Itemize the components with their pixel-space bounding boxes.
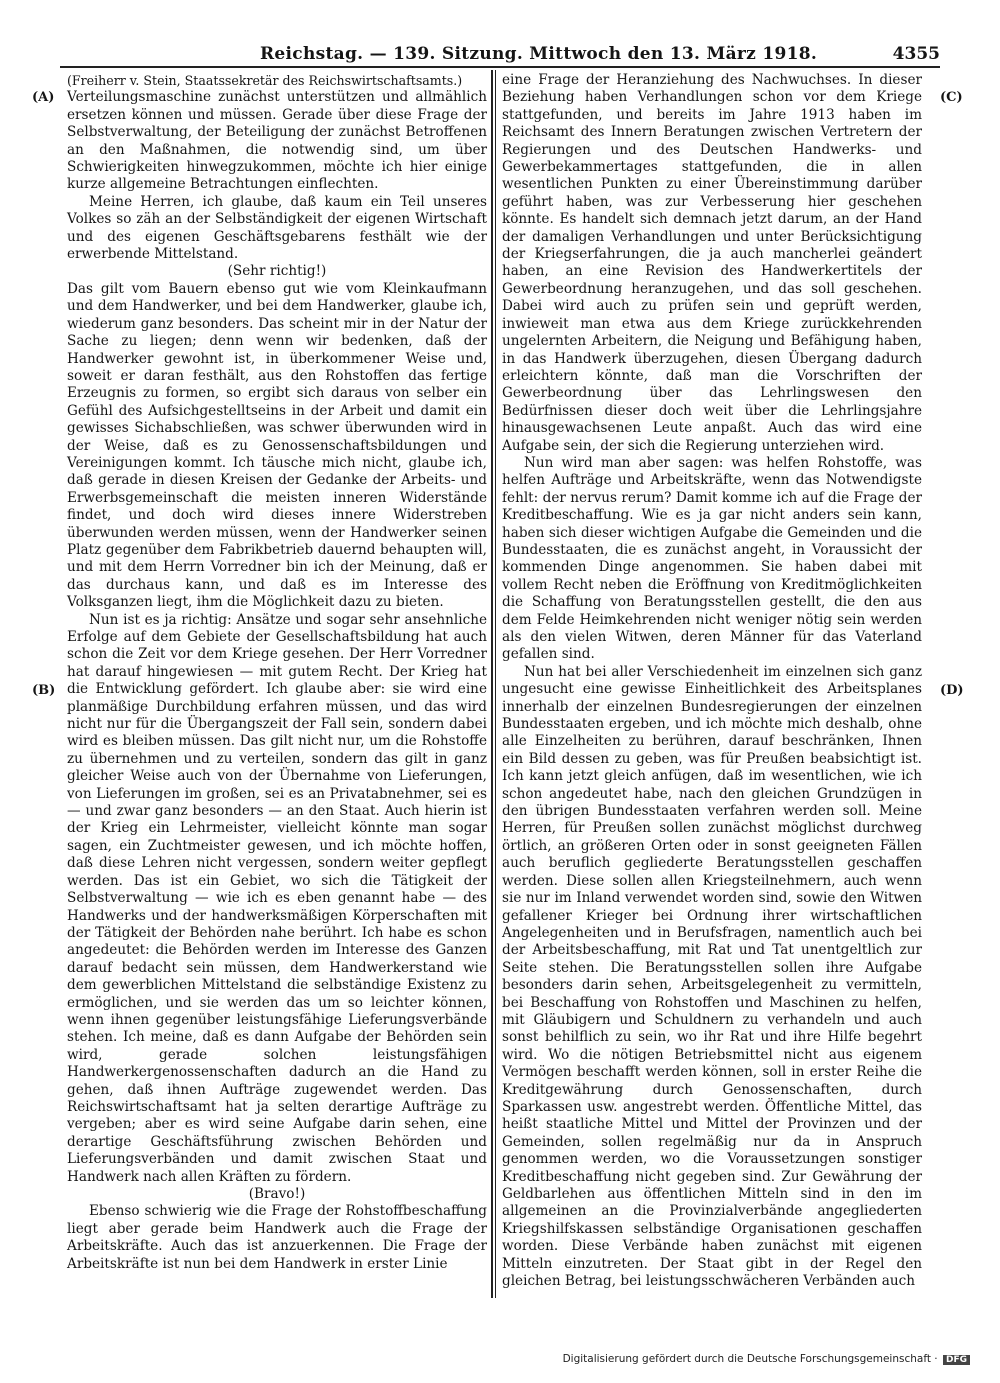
- interjection: (Sehr richtig!): [227, 263, 327, 280]
- paragraph: Nun hat bei aller Verschiedenheit im einzelnen sich ganz ungesucht eine gewisse Einheitlichkeit des Arbeitsplanes innerhalb der einzelnen Bundesregierungen der einzelnen Bundesstaaten ergeben, und ich möchte mich deshalb, ohne alle Einzelheiten zu berühren, darauf beschränken, Ihnen ein Bild dessen zu geben, was für Preußen beabsichtigt ist. Ich kann jetzt gleich anfügen, daß im wesentlichen, wie ich schon angedeutet habe, nach den gleichen Grundzügen in den übrigen Bundesstaaten verfahren werden soll. Meine Herren, für Preußen sollen zunächst möglichst durchweg örtlich, an größeren Orten oder in sonst geeigneten Fällen auch beruflich gegliederte Beratungsstellen geschaffen werden. Diese sollen allen Kriegsteilnehmern, auch wenn sie nur im Inland verwendet worden sind, sowie den Witwen gefallener Krieger bei Ordnung ihrer wirtschaftlichen Angelegenheiten und in Berufsfragen, namentlich auch bei der Arbeitsbeschaffung, mit Rat und Tat unentgeltlich zur Seite stehen. Die Beratungsstellen sollen ihre Aufgabe besonders darin sehen, Arbeitsgelegenheit zu vermitteln, bei Beschaffung von Rohstoffen und Maschinen zu helfen, mit Gläubigern und Schuldnern zu verhandeln und auch sonst behilflich zu sein, wo ihr Rat und ihre Hilfe begehrt wird. Wo die nötigen Betriebsmittel nicht aus eigenem Vermögen beschafft werden können, soll in erster Reihe die Kreditgewährung durch Genossenschaften, durch Sparkassen usw. angestrebt werden. Öffentliche Mittel, das heißt staatliche Mittel und Mittel der Provinzen und der Gemeinden, sollen regelmäßig nur da in Anspruch genommen werden, wo die Voraussetzungen sonstiger Kreditbeschaffung nicht gegeben sind. Zur Gewährung der Geldbarlehen aus öffentlichen Mitteln sind in den im allgemeinen an die Provinzialverbände angegliederten Kriegshilfskassen selbständige Organisationen geschaffen worden. Diese Verbände haben zunächst mit eigenen Mitteln einzutreten. Der Staat gibt in der Regel den gleichen Betrag, bei leistungsschwächeren Verbänden auch: [502, 663, 922, 1290]
- paragraph: Ebenso schwierig wie die Frage der Rohstoffbeschaffung liegt aber gerade beim Handwerk auch die Frage der Arbeitskräfte. Auch das ist anzuerkennen. Die Frage der Arbeitskräfte ist nun bei dem Handwerk in erster Linie: [67, 1203, 487, 1272]
- paragraph: Meine Herren, ich glaube, daß kaum ein Teil unseres Volkes so zäh an der Selbständigkeit der eigenen Wirtschaft und des eigenen Geschäftsgebarens festhält wie der erwerbende Mittelstand.: [67, 193, 487, 263]
- margin-marker-d: (D): [940, 683, 964, 698]
- column-rule-inner: [495, 70, 496, 1298]
- page-number: 4355: [892, 44, 940, 64]
- paragraph: eine Frage der Heranziehung des Nachwuchses. In dieser Beziehung haben Verhandlungen schon vor dem Kriege stattgefunden, und bereits im Jahre 1913 haben im Reichsamt des Innern Beratungen zwischen Vertretern der Regierungen und des Deutschen Handwerks- und Gewerbekammertages stattgefunden, die in allen wesentlichen Punkten zu einer Übereinstimmung darüber geführt haben, was zur Verbesserung hier geschehen könnte. Es handelt sich demnach jetzt darum, an der Hand der damaligen Verhandlungen und unter Berücksichtigung der Kriegserfahrungen, die ja auch mancherlei geändert haben, an eine Revision des Handwerkertitels der Gewerbeordnung heranzugehen, und das soll geschehen. Dabei wird auch zu prüfen sein und geprüft werden, inwieweit man etwa aus dem Kriege zurückkehrenden ungelernten Arbeitern, die Neigung und Befähigung haben, in das Handwerk überzugehen, diesen Übergang dadurch erleichtern könnte, daß man die Vorschriften der Gewerbeordnung über das Lehrlingswesen den Bedürfnissen dieser doch weit über die Lehrlingsjahre hinausgewachsenen Leute anpaßt. Auch das wird eine Aufgabe sein, der sich die Regierung unterziehen wird.: [502, 72, 922, 454]
- margin-marker-b: (B): [32, 683, 56, 698]
- paragraph: Verteilungsmaschine zunächst unterstützen und allmählich ersetzen können und müssen. Gerade über diese Frage der Selbstverwaltung, der Beteiligung der zunächst Betroffenen an den Maßnahmen, die notwendig sind, um über Schwierigkeiten hinwegzukommen, möchte ich hier einige kurze allgemeine Betrachtungen einflechten.: [67, 89, 487, 193]
- margin-marker-a: (A): [32, 90, 55, 105]
- paragraph: Das gilt vom Bauern ebenso gut wie vom Kleinkaufmann und dem Handwerker, und bei dem Handwerker, glaube ich, wiederum ganz besonders. Das scheint mir in der Natur der Sache zu liegen; denn wenn wir bedenken, daß der Handwerker gewohnt ist, in überkommener Weise und, soweit er daran festhält, aus den Rohstoffen das fertige Erzeugnis zu formen, so ergibt sich daraus von selber ein Gefühl des Aufsichgestelltseins in der Arbeit und damit ein gewisses Sichabschließen, was schwer überwunden wird in der Weise, daß es zu Genossenschaftsbildungen und Vereinigungen kommt. Ich täusche mich nicht, glaube ich, daß gerade in diesen Kreisen der Gedanke der Arbeits- und Erwerbsgemeinschaft die meisten inneren Widerstände findet, und doch wird dieses innere Widerstreben überwunden werden müssen, wenn der Handwerker seinen Platz gegenüber dem Fabrikbetrieb dauernd behaupten will, und mit dem Herrn Vorredner bin ich der Meinung, daß er das durchaus kann, und daß es im Interesse des Volksganzen liegt, ihm die Möglichkeit dazu zu bieten.: [67, 280, 487, 611]
- interjection: (Bravo!): [248, 1186, 306, 1202]
- credit-text: Digitalisierung gefördert durch die Deutsche Forschungsgemeinschaft ·: [562, 1353, 938, 1365]
- dfg-logo: DFG: [943, 1355, 970, 1365]
- column-rule: [491, 70, 493, 1298]
- left-column: [67, 72, 487, 1273]
- paragraph: Nun wird man aber sagen: was helfen Rohstoffe, was helfen Aufträge und Arbeitskräfte, wenn das Notwendigste fehlt: der nervus rerum? Damit komme ich auf die Frage der Kreditbeschaffung. Wie es ja gar nicht anders sein kann, haben sich dieser wichtigen Aufgabe die Gemeinden und die Bundesstaaten, die es zunächst angeht, in Voraussicht der kommenden Dinge angenommen. Sie haben dabei mit vollem Recht neben die Eröffnung von Kreditmöglichkeiten die Schaffung von Beratungsstellen gestellt, die den aus dem Felde Heimkehrenden nicht weniger nötig sein werden als den vielen Witwen, deren Männer für das Vaterland gefallen sind.: [502, 454, 922, 663]
- right-column: [502, 72, 922, 1290]
- margin-marker-c: (C): [940, 90, 963, 105]
- paragraph: Nun ist es ja richtig: Ansätze und sogar sehr ansehnliche Erfolge auf dem Gebiete der Gesellschaftsbildung hat auch schon die Zeit vor dem Kriege gesehen. Der Herr Vorredner hat darauf hingewiesen — mit gutem Recht. Der Krieg hat die Entwicklung gefördert. Ich glaube aber: sie wird eine planmäßige Durchbildung erfahren müssen, und das wird nicht nur für die Übergangszeit der Fall sein, sondern dabei wird es bleiben müssen. Das gilt nicht nur, um die Rohstoffe zu übernehmen und zu verteilen, sondern das gilt in ganz gleicher Weise auch von der Übernahme von Lieferungen, von Lieferungen im großen, sei es an Privatabnehmer, sei es — und zwar ganz besonders — an den Staat. Auch hierin ist der Krieg ein Lehrmeister, vielleicht könnte man sogar sagen, ein Zuchtmeister gewesen, und ich möchte hoffen, daß diese Lehren nicht vergessen, sondern weiter gepflegt werden. Das ist ein Gebiet, wo sich die Tätigkeit der Selbstverwaltung — wie ich es eben genannt habe — des Handwerks und der handwerksmäßigen Körperschaften mit der Tätigkeit der Behörden nahe berührt. Ich habe es schon angedeutet: die Behörden werden im Interesse des Ganzen darauf bedacht sein müssen, dem Handwerkerstand wie dem gewerblichen Mittelstand die selbständige Existenz zu ermöglichen, und sie werden das um so leichter können, wenn ihnen gegenüber leistungsfähige Lieferungsverbände stehen. Ich meine, daß es dann Aufgabe der Behörden sein wird, gerade solchen leistungsfähigen Handwerkergenossenschaften dadurch an die Hand zu gehen, daß ihnen Aufträge zugewendet werden. Das Reichswirtschaftsamt hat ja selten derartige Aufträge zu vergeben; aber es wird seine Aufgabe darin sehen, eine derartige Geschäftsführung zwischen Behörden und Lieferungsverbänden und damit zwischen Staat und Handwerk nach allen Kräften zu fördern.: [67, 611, 487, 1185]
- digitization-credit: [563, 1353, 970, 1365]
- running-title: Reichstag. — 139. Sitzung. Mittwoch den 13. März 1918.: [260, 44, 818, 64]
- page-header: [60, 40, 940, 68]
- speaker-byline: (Freiherr v. Stein, Staatssekretär des Reichswirtschaftsamts.): [67, 73, 463, 88]
